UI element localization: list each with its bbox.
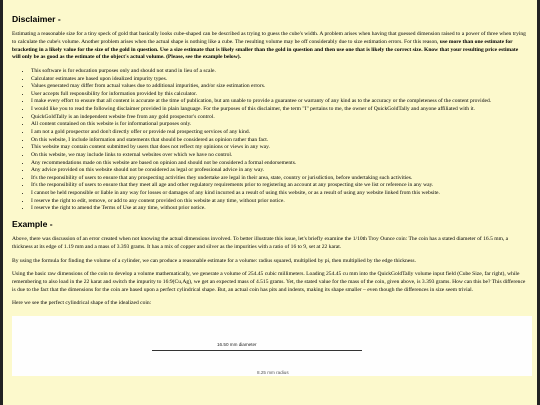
disclaimer-intro xyxy=(12,31,528,62)
content xyxy=(3,0,537,376)
list-item: • It's the responsibility of users to ensure that any prospecting activities they undertake are legal in their area, state, country or jurisdiction, before undertaking such activities. xyxy=(31,175,528,183)
radius-label: 8.25 mm radius xyxy=(257,369,289,375)
list-item: • I make every effort to ensure that all content is accurate at the time of publication, but am unable to provide a guarantee or warranty of any kind as to the accuracy or the completeness of the content provided. xyxy=(31,98,528,106)
list-item: • On this website, we may include links to external websites over which we have no control. xyxy=(31,152,528,160)
list-item: • Any recommendations made on this website are based on opinion and should not be considered a formal endorsements. xyxy=(31,160,528,168)
list-item: • I would like you to read the following disclaimer provided in plain language. For the purposes of this disclaimer, the term "I" pertains to me, the owner of QuickGoldTally and anyone affiliated with it. xyxy=(31,106,528,114)
list-item: • All content contained on this website is for informational purposes only. xyxy=(31,121,528,129)
list-item: • I am not a gold prospector and don't directly offer or provide real prospecting services of any kind. xyxy=(31,129,528,137)
list-item: • This software is for education purposes only and should not stand in lieu of a scale. xyxy=(31,68,528,76)
list-item: • I reserve the right to amend the Terms of Use at any time, without prior notice. xyxy=(31,205,528,213)
diameter-label: 16.50 mm diameter xyxy=(217,341,257,347)
list-item: • I reserve the right to edit, remove, or add to any content provided on this website at any time, without prior notice. xyxy=(31,198,528,206)
disclaimer-intro-bold: use more than one estimate for bracketing in a likely value for the size of the gold in question. Use a size estimate that is likely smaller than the gold in question and then use one that is likely the correct size. Know that your resulting price estimate will only be as good as the estimate of the object's actual volume. (Please, see the example below). xyxy=(12,38,519,61)
disclaimer-heading: Disclaimer - xyxy=(12,14,61,24)
coin-diagram xyxy=(12,316,532,376)
disclaimer-intro-plain: Estimating a reasonable size for a tiny speck of gold that basically looks cube-shaped can be described as trying to guess the cube's width. A problem arises when having that guessed dimension raised to a power of three when trying to calculate the cube's volume. Another problem arises when the actual shape is nothing like a cube. The resulting volume may be off considerably due to size estimation errors. For this reason, xyxy=(12,31,526,45)
list-item: • This website may contain content submitted by users that does not reflect my opinions or views in any way. xyxy=(31,144,528,152)
list-item: • User accepts full responsibility for information provided by this calculator. xyxy=(31,91,528,99)
list-item: • Calculator estimates are based upon idealized impurity types. xyxy=(31,76,528,84)
diameter-line xyxy=(152,350,362,351)
example-paragraph: By using the formula for finding the volume of a cylinder, we can produce a reasonable estimate for a volume: radius squared, multiplied by pi, then multiplied by the edge thickness. xyxy=(12,257,416,264)
list-item: • I cannot be held responsible or liable in any way for losses or damages of any kind incurred as a result of using this website, or as a result of using any website linked from this website. xyxy=(31,190,528,198)
list-item: • Values generated may differ from actual values due to additional impurities, and/or size estimation errors. xyxy=(31,83,528,91)
example-paragraph: Here we see the perfect cylindrical shape of the idealized coin: xyxy=(12,300,152,307)
list-item: • Any advice provided on this website should not be considered as legal or professional advice in any way. xyxy=(31,167,528,175)
list-item: • On this website, I include information and statements that should be considered as opinion rather than fact. xyxy=(31,137,528,145)
list-item: • QuickGoldTally is an independent website free from any gold prospector's control. xyxy=(31,114,528,122)
disclaimer-list xyxy=(12,68,528,213)
example-paragraph: Using the basic raw dimensions of the coin to develop a volume mathematically, we generate a volume of 254.45 cubic millimeters. Loading 254.45 cu mm into the QuickGoldTally volume input field (Cube Size, far right), while remembering to also load in the 22 karat and switch the impurity to 16:9(Cu,Ag), we get an expected mass of 4.515 grams. Yet, the stated value for the mass of the coin, given above, is 3.393 grams. How can this be? This difference is due to the fact that the dimensions for the coin are based upon a perfect cylindrical shape. But, an actual coin has pits and indents, making its shape smaller – even though the differences in size seem trivial. xyxy=(12,271,526,293)
example-paragraph: Above, there was discussion of an error created when not knowing the actual dimensions involved. To better illustrate this issue, let's briefly examine the 1/10th Troy Ounce coin: The coin has a stated diameter of 16.5 mm, a thickness at its edge of 1.19 mm and a mass of 3.393 grams. It has a mix of copper and silver as the impurities with a ratio of 16 to 9, set at 22 karat. xyxy=(12,236,509,250)
example-heading: Example - xyxy=(12,219,53,230)
list-item: • It's the responsibility of users to ensure that they meet all age and other regulatory requirements prior to registering an account at any prospecting site we list or reference in any way. xyxy=(31,182,528,190)
